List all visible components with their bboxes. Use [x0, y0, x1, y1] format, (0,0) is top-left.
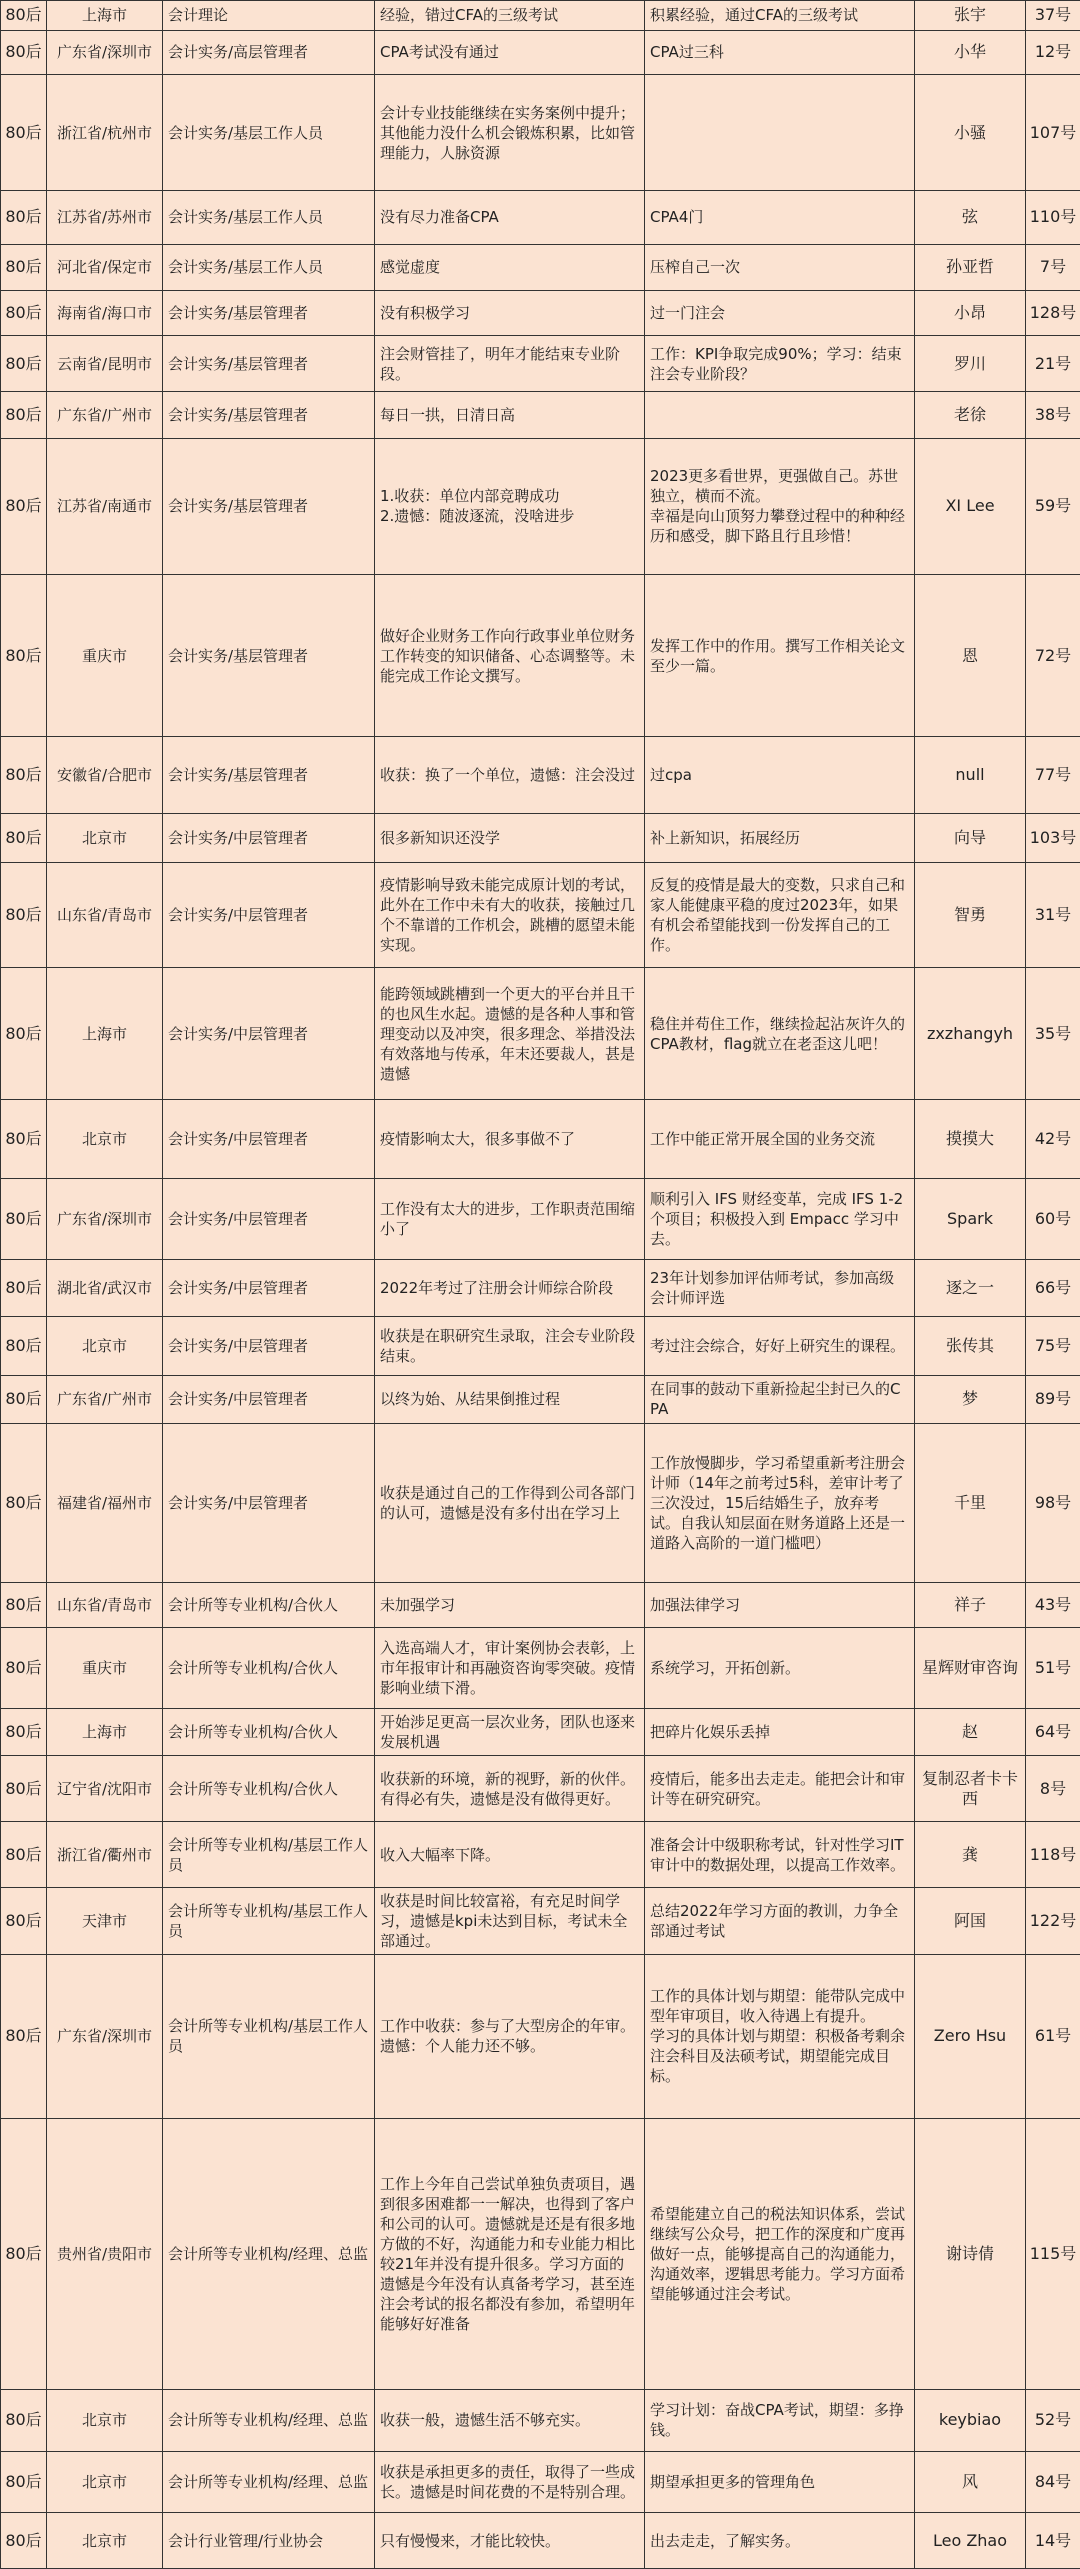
table-row	[1, 244, 1080, 290]
harvest-regret-cell: 疫情影响导致未能完成原计划的考试，此外在工作中未有大的收获，接触过几个不靠谱的工作机会，跳槽的愿望未能实现。	[375, 863, 645, 968]
ticket-number-cell: 60号	[1026, 1178, 1080, 1259]
age-group-cell: 80后	[1, 2389, 47, 2451]
nickname-cell: Leo Zhao	[915, 2513, 1026, 2569]
region-cell: 北京市	[47, 1316, 163, 1375]
plan-2023-cell: 积累经验，通过CFA的三级考试	[645, 1, 915, 31]
plan-2023-cell: 反复的疫情是最大的变数，只求自己和家人能健康平稳的度过2023年，如果有机会希望能找到一份发挥自己的工作。	[645, 863, 915, 968]
role-cell: 会计所等专业机构/合伙人	[163, 1627, 375, 1708]
region-cell: 山东省/青岛市	[47, 863, 163, 968]
harvest-regret-cell: 疫情影响太大，很多事做不了	[375, 1100, 645, 1179]
nickname-cell: 老徐	[915, 392, 1026, 439]
region-cell: 广东省/深圳市	[47, 1954, 163, 2118]
table-row	[1, 1316, 1080, 1375]
role-cell: 会计所等专业机构/基层工作人员	[163, 1822, 375, 1888]
harvest-regret-cell: 收获一般，遗憾生活不够充实。	[375, 2389, 645, 2451]
table-row	[1, 1888, 1080, 1955]
region-cell: 上海市	[47, 968, 163, 1100]
age-group-cell: 80后	[1, 1708, 47, 1755]
harvest-regret-cell: 只有慢慢来，才能比较快。	[375, 2513, 645, 2569]
region-cell: 山东省/青岛市	[47, 1583, 163, 1628]
table-row	[1, 1583, 1080, 1628]
role-cell: 会计实务/中层管理者	[163, 813, 375, 862]
age-group-cell: 80后	[1, 1316, 47, 1375]
age-group-cell: 80后	[1, 1755, 47, 1822]
age-group-cell: 80后	[1, 2451, 47, 2512]
table-row	[1, 1954, 1080, 2118]
harvest-regret-cell: 收获新的环境，新的视野，新的伙伴。有得必有失，遗憾是没有做得更好。	[375, 1755, 645, 1822]
age-group-cell: 80后	[1, 1100, 47, 1179]
harvest-regret-cell: 开始涉足更高一层次业务，团队也逐来发展机遇	[375, 1708, 645, 1755]
plan-2023-cell: CPA过三科	[645, 30, 915, 75]
region-cell: 上海市	[47, 1708, 163, 1755]
ticket-number-cell: 14号	[1026, 2513, 1080, 2569]
region-cell: 北京市	[47, 2451, 163, 2512]
ticket-number-cell: 8号	[1026, 1755, 1080, 1822]
age-group-cell: 80后	[1, 1178, 47, 1259]
role-cell: 会计行业管理/行业协会	[163, 2513, 375, 2569]
plan-2023-cell	[645, 392, 915, 439]
ticket-number-cell: 21号	[1026, 336, 1080, 392]
plan-2023-cell: 工作中能正常开展全国的业务交流	[645, 1100, 915, 1179]
age-group-cell: 80后	[1, 336, 47, 392]
role-cell: 会计实务/中层管理者	[163, 1178, 375, 1259]
nickname-cell: 小昂	[915, 290, 1026, 336]
role-cell: 会计实务/中层管理者	[163, 968, 375, 1100]
age-group-cell: 80后	[1, 30, 47, 75]
plan-2023-cell: 总结2022年学习方面的教训，力争全部通过考试	[645, 1888, 915, 1955]
table-row	[1, 1178, 1080, 1259]
role-cell: 会计所等专业机构/合伙人	[163, 1583, 375, 1628]
nickname-cell: keybiao	[915, 2389, 1026, 2451]
ticket-number-cell: 89号	[1026, 1375, 1080, 1423]
harvest-regret-cell: 没有尽力准备CPA	[375, 191, 645, 245]
role-cell: 会计实务/基层工作人员	[163, 191, 375, 245]
age-group-cell: 80后	[1, 75, 47, 191]
plan-2023-cell: 工作的具体计划与期望：能带队完成中型年审项目，收入待遇上有提升。 学习的具体计划与期望：积极备考剩余注会科目及法硕考试，期望能完成目标。	[645, 1954, 915, 2118]
age-group-cell: 80后	[1, 1822, 47, 1888]
harvest-regret-cell: 工作没有太大的进步，工作职责范围缩小了	[375, 1178, 645, 1259]
nickname-cell: 龚	[915, 1822, 1026, 1888]
table-row	[1, 1375, 1080, 1423]
nickname-cell: Spark	[915, 1178, 1026, 1259]
harvest-regret-cell: 工作上今年自己尝试单独负责项目，遇到很多困难都一一解决，也得到了客户和公司的认可。遗憾就是还是有很多地方做的不好，沟通能力和专业能力相比较21年并没有提升很多。学习方面的遗憾是今年没有认真备考学习，甚至连注会考试的报名都没有参加，希望明年能够好好准备	[375, 2118, 645, 2389]
plan-2023-cell: 工作：KPI争取完成90%；学习：结束注会专业阶段？	[645, 336, 915, 392]
ticket-number-cell: 122号	[1026, 1888, 1080, 1955]
header-row	[1, 1, 1080, 31]
region-cell: 安徽省/合肥市	[47, 737, 163, 813]
table-row	[1, 191, 1080, 245]
region-cell: 北京市	[47, 1100, 163, 1179]
plan-2023-cell: 疫情后，能多出去走走。能把会计和审计等在研究研究。	[645, 1755, 915, 1822]
role-cell: 会计实务/中层管理者	[163, 1100, 375, 1179]
role-cell: 会计实务/中层管理者	[163, 1375, 375, 1423]
age-group-cell: 80后	[1, 737, 47, 813]
ticket-number-cell: 59号	[1026, 439, 1080, 575]
plan-2023-cell: 学习计划：奋战CPA考试，期望：多挣钱。	[645, 2389, 915, 2451]
role-cell: 会计实务/基层工作人员	[163, 244, 375, 290]
ticket-number-cell: 7号	[1026, 244, 1080, 290]
ticket-number-cell: 61号	[1026, 1954, 1080, 2118]
harvest-regret-cell: 收获是通过自己的工作得到公司各部门的认可，遗憾是没有多付出在学习上	[375, 1423, 645, 1583]
nickname-cell: 小骚	[915, 75, 1026, 191]
harvest-regret-cell: 收获是时间比较富裕，有充足时间学习，遗憾是kpi未达到目标，考试未全部通过。	[375, 1888, 645, 1955]
plan-2023-cell: 在同事的鼓动下重新捡起尘封已久的CPA	[645, 1375, 915, 1423]
plan-2023-cell: 发挥工作中的作用。撰写工作相关论文至少一篇。	[645, 574, 915, 737]
ticket-number-cell: 35号	[1026, 968, 1080, 1100]
ticket-number-cell: 118号	[1026, 1822, 1080, 1888]
age-group-cell: 80后	[1, 813, 47, 862]
region-cell: 上海市	[47, 1, 163, 31]
region-cell: 海南省/海口市	[47, 290, 163, 336]
region-cell: 广东省/深圳市	[47, 30, 163, 75]
age-group-cell: 80后	[1, 439, 47, 575]
table-row	[1, 574, 1080, 737]
plan-2023-cell: 考过注会综合，好好上研究生的课程。	[645, 1316, 915, 1375]
harvest-regret-cell: 每日一拱，日清日高	[375, 392, 645, 439]
table-row	[1, 1100, 1080, 1179]
region-cell: 贵州省/贵阳市	[47, 2118, 163, 2389]
ticket-number-cell: 51号	[1026, 1627, 1080, 1708]
table-row	[1, 336, 1080, 392]
ticket-number-cell: 37号	[1026, 1, 1080, 31]
ticket-number-cell: 66号	[1026, 1259, 1080, 1316]
harvest-regret-cell: 经验，错过CFA的三级考试	[375, 1, 645, 31]
age-group-cell: 80后	[1, 1259, 47, 1316]
age-group-cell: 80后	[1, 968, 47, 1100]
table-row	[1, 968, 1080, 1100]
table-row	[1, 2451, 1080, 2512]
age-group-cell: 80后	[1, 1954, 47, 2118]
table-row	[1, 737, 1080, 813]
nickname-cell: 阿国	[915, 1888, 1026, 1955]
ticket-number-cell: 128号	[1026, 290, 1080, 336]
role-cell: 会计所等专业机构/经理、总监	[163, 2389, 375, 2451]
ticket-number-cell: 84号	[1026, 2451, 1080, 2512]
harvest-regret-cell: 1.收获：单位内部竞聘成功 2.遗憾：随波逐流，没啥进步	[375, 439, 645, 575]
age-group-cell: 80后	[1, 2513, 47, 2569]
plan-2023-cell: 稳住并苟住工作，继续捡起沾灰许久的CPA教材，flag就立在老歪这儿吧！	[645, 968, 915, 1100]
harvest-regret-cell: 很多新知识还没学	[375, 813, 645, 862]
ticket-number-cell: 12号	[1026, 30, 1080, 75]
ticket-number-cell: 110号	[1026, 191, 1080, 245]
region-cell: 广东省/广州市	[47, 1375, 163, 1423]
nickname-cell: 赵	[915, 1708, 1026, 1755]
age-group-cell: 80后	[1, 290, 47, 336]
harvest-regret-cell: 能跨领域跳槽到一个更大的平台并且干的也风生水起。遗憾的是各种人事和管理变动以及冲突，很多理念、举措没法有效落地与传承，年末还要裁人，甚是遗憾	[375, 968, 645, 1100]
ticket-number-cell: 38号	[1026, 392, 1080, 439]
nickname-cell: Zero Hsu	[915, 1954, 1026, 2118]
age-group-cell: 80后	[1, 244, 47, 290]
plan-2023-cell: 期望承担更多的管理角色	[645, 2451, 915, 2512]
ticket-number-cell: 31号	[1026, 863, 1080, 968]
region-cell: 浙江省/杭州市	[47, 75, 163, 191]
role-cell: 会计所等专业机构/基层工作人员	[163, 1888, 375, 1955]
region-cell: 北京市	[47, 813, 163, 862]
harvest-regret-cell: CPA考试没有通过	[375, 30, 645, 75]
region-cell: 北京市	[47, 2389, 163, 2451]
age-group-cell: 80后	[1, 1627, 47, 1708]
table-row	[1, 439, 1080, 575]
age-group-cell: 80后	[1, 1888, 47, 1955]
region-cell: 湖北省/武汉市	[47, 1259, 163, 1316]
table-row	[1, 1627, 1080, 1708]
region-cell: 重庆市	[47, 574, 163, 737]
nickname-cell: 谢诗倩	[915, 2118, 1026, 2389]
role-cell: 会计实务/基层管理者	[163, 336, 375, 392]
role-cell: 会计实务/基层管理者	[163, 439, 375, 575]
plan-2023-cell	[645, 75, 915, 191]
plan-2023-cell: 补上新知识，拓展经历	[645, 813, 915, 862]
region-cell: 重庆市	[47, 1627, 163, 1708]
role-cell: 会计所等专业机构/合伙人	[163, 1708, 375, 1755]
harvest-regret-cell: 感觉虚度	[375, 244, 645, 290]
nickname-cell: 祥子	[915, 1583, 1026, 1628]
age-group-cell: 80后	[1, 863, 47, 968]
region-cell: 江苏省/苏州市	[47, 191, 163, 245]
plan-2023-cell: 2023更多看世界，更强做自己。苏世独立，横而不流。 幸福是向山顶努力攀登过程中的种种经历和感受，脚下路且行且珍惜！	[645, 439, 915, 575]
harvest-regret-cell: 以终为始、从结果倒推过程	[375, 1375, 645, 1423]
table-row	[1, 1755, 1080, 1822]
role-cell: 会计实务/基层管理者	[163, 737, 375, 813]
role-cell: 会计所等专业机构/经理、总监	[163, 2118, 375, 2389]
region-cell: 福建省/福州市	[47, 1423, 163, 1583]
table-row	[1, 290, 1080, 336]
age-group-cell: 80后	[1, 191, 47, 245]
region-cell: 天津市	[47, 1888, 163, 1955]
plan-2023-cell: 系统学习，开拓创新。	[645, 1627, 915, 1708]
plan-2023-cell: 过cpa	[645, 737, 915, 813]
harvest-regret-cell: 收获：换了一个单位，遗憾：注会没过	[375, 737, 645, 813]
role-cell: 会计实务/中层管理者	[163, 1316, 375, 1375]
table-row	[1, 392, 1080, 439]
nickname-cell: 摸摸大	[915, 1100, 1026, 1179]
nickname-cell: 风	[915, 2451, 1026, 2512]
plan-2023-cell: 过一门注会	[645, 290, 915, 336]
nickname-cell: 向导	[915, 813, 1026, 862]
nickname-cell: 罗川	[915, 336, 1026, 392]
plan-2023-cell: 希望能建立自己的税法知识体系，尝试继续写公众号，把工作的深度和广度再做好一点，能够提高自己的沟通能力，沟通效率，逻辑思考能力。学习方面希望能够通过注会考试。	[645, 2118, 915, 2389]
plan-2023-cell: 出去走走，了解实务。	[645, 2513, 915, 2569]
table-row	[1, 863, 1080, 968]
role-cell: 会计实务/基层工作人员	[163, 75, 375, 191]
nickname-cell: 梦	[915, 1375, 1026, 1423]
role-cell: 会计实务/中层管理者	[163, 863, 375, 968]
role-cell: 会计所等专业机构/经理、总监	[163, 2451, 375, 2512]
nickname-cell: null	[915, 737, 1026, 813]
harvest-regret-cell: 收入大幅率下降。	[375, 1822, 645, 1888]
region-cell: 云南省/昆明市	[47, 336, 163, 392]
table-row	[1, 2118, 1080, 2389]
role-cell: 会计实务/高层管理者	[163, 30, 375, 75]
ticket-number-cell: 98号	[1026, 1423, 1080, 1583]
table-row	[1, 2513, 1080, 2569]
role-cell: 会计实务/基层管理者	[163, 290, 375, 336]
role-cell: 会计实务/中层管理者	[163, 1259, 375, 1316]
plan-2023-cell: 23年计划参加评估师考试，参加高级会计师评选	[645, 1259, 915, 1316]
age-group-cell: 80后	[1, 1423, 47, 1583]
region-cell: 北京市	[47, 2513, 163, 2569]
harvest-regret-cell: 入选高端人才，审计案例协会表彰，上市年报审计和再融资咨询零突破。疫情影响业绩下滑。	[375, 1627, 645, 1708]
ticket-number-cell: 75号	[1026, 1316, 1080, 1375]
ticket-number-cell: 43号	[1026, 1583, 1080, 1628]
harvest-regret-cell: 会计专业技能继续在实务案例中提升； 其他能力没什么机会锻炼积累，比如管理能力，人脉资源	[375, 75, 645, 191]
nickname-cell: 弦	[915, 191, 1026, 245]
age-group-cell: 80后	[1, 1375, 47, 1423]
nickname-cell: zxzhangyh	[915, 968, 1026, 1100]
table-row	[1, 1259, 1080, 1316]
ticket-number-cell: 115号	[1026, 2118, 1080, 2389]
age-group-cell: 80后	[1, 1583, 47, 1628]
harvest-regret-cell: 做好企业财务工作向行政事业单位财务工作转变的知识储备、心态调整等。未能完成工作论文撰写。	[375, 574, 645, 737]
ticket-number-cell: 52号	[1026, 2389, 1080, 2451]
table-row	[1, 30, 1080, 75]
role-cell: 会计实务/中层管理者	[163, 1423, 375, 1583]
ticket-number-cell: 103号	[1026, 813, 1080, 862]
harvest-regret-cell: 2022年考过了注册会计师综合阶段	[375, 1259, 645, 1316]
plan-2023-cell: 顺利引入 IFS 财经变革，完成 IFS 1-2 个项目；积极投入到 Empacc 学习中去。	[645, 1178, 915, 1259]
ticket-number-cell: 64号	[1026, 1708, 1080, 1755]
role-cell: 会计所等专业机构/合伙人	[163, 1755, 375, 1822]
table-row	[1, 813, 1080, 862]
nickname-cell: 孙亚哲	[915, 244, 1026, 290]
age-group-cell: 80后	[1, 2118, 47, 2389]
plan-2023-cell: 把碎片化娱乐丢掉	[645, 1708, 915, 1755]
region-cell: 浙江省/衢州市	[47, 1822, 163, 1888]
region-cell: 河北省/保定市	[47, 244, 163, 290]
ticket-number-cell: 72号	[1026, 574, 1080, 737]
plan-2023-cell: 准备会计中级职称考试，针对性学习IT审计中的数据处理，以提高工作效率。	[645, 1822, 915, 1888]
role-cell: 会计实务/基层管理者	[163, 574, 375, 737]
plan-2023-cell: 加强法律学习	[645, 1583, 915, 1628]
region-cell: 广东省/广州市	[47, 392, 163, 439]
region-cell: 江苏省/南通市	[47, 439, 163, 575]
plan-2023-cell: 压榨自己一次	[645, 244, 915, 290]
harvest-regret-cell: 工作中收获：参与了大型房企的年审。遗憾：个人能力还不够。	[375, 1954, 645, 2118]
ticket-number-cell: 77号	[1026, 737, 1080, 813]
role-cell: 会计所等专业机构/基层工作人员	[163, 1954, 375, 2118]
nickname-cell: 智勇	[915, 863, 1026, 968]
harvest-regret-cell: 注会财管挂了，明年才能结束专业阶段。	[375, 336, 645, 392]
age-group-cell: 80后	[1, 392, 47, 439]
region-cell: 辽宁省/沈阳市	[47, 1755, 163, 1822]
ticket-number-cell: 107号	[1026, 75, 1080, 191]
nickname-cell: 逐之一	[915, 1259, 1026, 1316]
nickname-cell: 复制忍者卡卡西	[915, 1755, 1026, 1822]
nickname-cell: 张宇	[915, 1, 1026, 31]
harvest-regret-cell: 没有积极学习	[375, 290, 645, 336]
harvest-regret-cell: 收获是在职研究生录取，注会专业阶段结束。	[375, 1316, 645, 1375]
table-row	[1, 75, 1080, 191]
nickname-cell: 张传其	[915, 1316, 1026, 1375]
age-group-cell: 80后	[1, 1, 47, 31]
nickname-cell: 星辉财审咨询	[915, 1627, 1026, 1708]
harvest-regret-cell: 收获是承担更多的责任，取得了一些成长。遗憾是时间花费的不是特别合理。	[375, 2451, 645, 2512]
harvest-regret-cell: 未加强学习	[375, 1583, 645, 1628]
table-row	[1, 2389, 1080, 2451]
role-cell: 会计实务/基层管理者	[163, 392, 375, 439]
plan-2023-cell: 工作放慢脚步，学习希望重新考注册会计师（14年之前考过5科，差审计考了三次没过，15后结婚生子，放弃考试。自我认知层面在财务道路上还是一道路入高阶的一道门槛吧）	[645, 1423, 915, 1583]
nickname-cell: 恩	[915, 574, 1026, 737]
nickname-cell: 小华	[915, 30, 1026, 75]
table-row	[1, 1708, 1080, 1755]
nickname-cell: XI Lee	[915, 439, 1026, 575]
table-row	[1, 1822, 1080, 1888]
ticket-number-cell: 42号	[1026, 1100, 1080, 1179]
table-row	[1, 1423, 1080, 1583]
region-cell: 广东省/深圳市	[47, 1178, 163, 1259]
role-cell: 会计理论	[163, 1, 375, 31]
age-group-cell: 80后	[1, 574, 47, 737]
nickname-cell: 千里	[915, 1423, 1026, 1583]
plan-2023-cell: CPA4门	[645, 191, 915, 245]
